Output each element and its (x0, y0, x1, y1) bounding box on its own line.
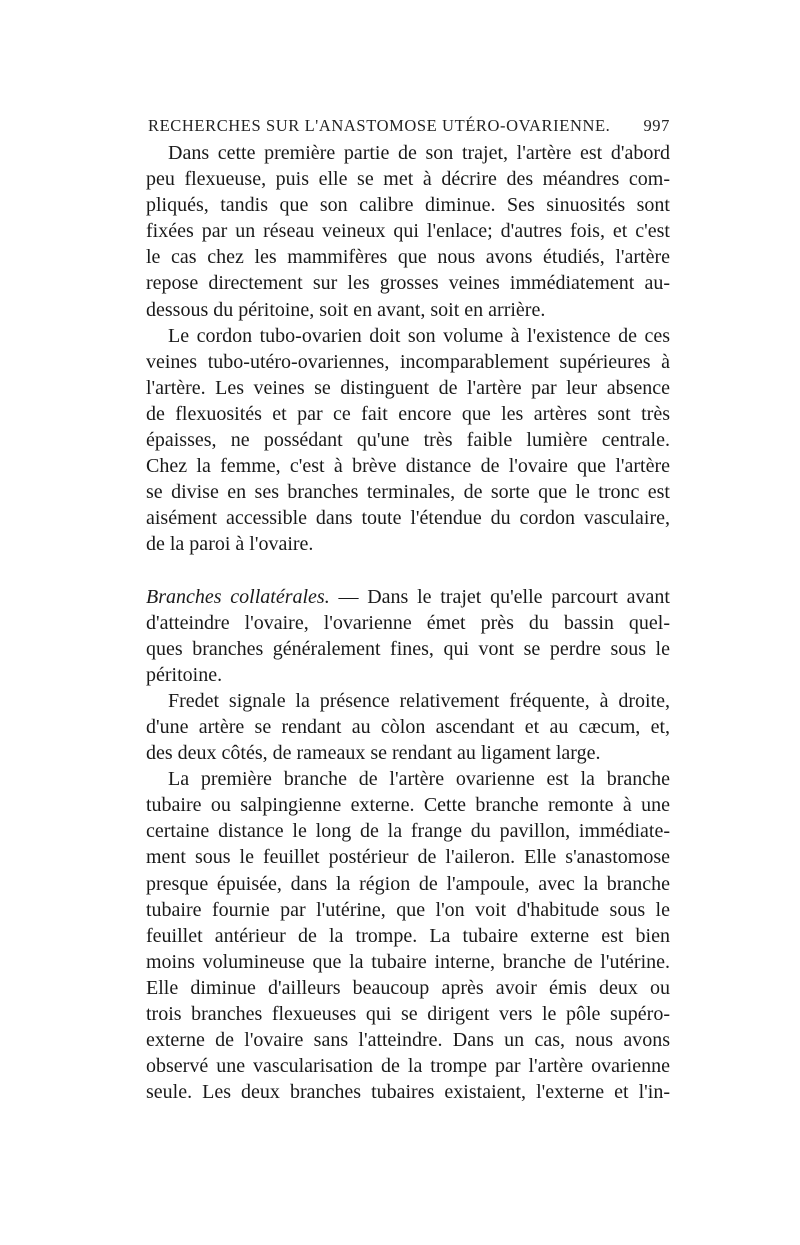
text-line: dessous du péritoine, soit en avant, soit en arrière. (146, 298, 546, 321)
text-line: péritoine. (146, 663, 223, 686)
text-line: Le cordon tubo-ovarien doit son volume à l'existence de ces (168, 324, 670, 347)
text-line: La première branche de l'artère ovarienne est la branche (168, 768, 670, 791)
text-line: tubaire ou salpingienne externe. Cette branche remonte à une (146, 794, 670, 817)
text-line: ques branches généralement fines, qui vont se perdre sous le (146, 637, 670, 660)
text-line: le cas chez les mammifères que nous avons étudiés, l'artère (146, 246, 670, 269)
text-line: veines tubo-utéro-ovariennes, incomparablement supérieures à (146, 350, 670, 373)
running-title: RECHERCHES SUR L'ANASTOMOSE UTÉRO-OVARIENNE. (148, 116, 611, 135)
text-line: certaine distance le long de la frange du pavillon, immédiate- (146, 820, 670, 843)
text-line: de flexuosités et par ce fait encore que les artères sont très (146, 402, 670, 425)
paragraph (146, 688, 670, 766)
paragraph (146, 584, 670, 688)
text-line: Fredet signale la présence relativement fréquente, à droite, (168, 689, 670, 712)
text-line: moins volumineuse que la tubaire interne, branche de l'utérine. (146, 950, 670, 973)
text-line: peu flexueuse, puis elle se met à décrire des méandres com- (146, 168, 670, 191)
text-line: d'atteindre l'ovaire, l'ovarienne émet près du bassin quel- (146, 611, 670, 634)
text-line: externe de l'ovaire sans l'atteindre. Dans un cas, nous avons (146, 1029, 670, 1052)
text-line: seule. Les deux branches tubaires existaient, l'externe et l'in- (146, 1081, 670, 1104)
text-line: des deux côtés, de rameaux se rendant au ligament large. (146, 742, 601, 765)
text-line: ment sous le feuillet postérieur de l'aileron. Elle s'anastomose (146, 846, 670, 869)
text-line: tubaire fournie par l'utérine, que l'on voit d'habitude sous le (146, 898, 670, 921)
text-line: d'une artère se rendant au còlon ascendant et au cæcum, et, (146, 715, 670, 738)
text-line: trois branches flexueuses qui se dirigent vers le pôle supéro- (146, 1003, 670, 1025)
book-page (146, 114, 670, 1105)
text-line: repose directement sur les grosses veines immédiatement au- (146, 272, 670, 295)
page-number: 997 (643, 116, 670, 135)
text-line: fixées par un réseau veineux qui l'enlace; d'autres fois, et c'est (146, 220, 670, 243)
text-line: aisément accessible dans toute l'étendue du cordon vasculaire, (146, 507, 670, 530)
text-line: feuillet antérieur de la trompe. La tubaire externe est bien (146, 924, 670, 947)
text-line: épaisses, ne possédant qu'une très faible lumière centrale. (146, 429, 670, 452)
text-run: — Dans le trajet qu'elle parcourt avant (329, 585, 670, 608)
text-line: Dans cette première partie de son trajet, l'artère est d'abord (168, 142, 670, 164)
paragraph (146, 323, 670, 558)
text-line: Elle diminue d'ailleurs beaucoup après avoir émis deux ou (146, 976, 670, 999)
section-gap (146, 558, 670, 584)
text-line: observé une vascularisation de la trompe par l'artère ovarienne (146, 1055, 670, 1078)
paragraph (146, 766, 670, 1105)
paragraph (146, 140, 670, 323)
text-line: Chez la femme, c'est à brève distance de l'ovaire que l'artère (146, 455, 670, 478)
text-line: presque épuisée, dans la région de l'ampoule, avec la branche (146, 872, 670, 895)
section-heading: Branches collatérales. (146, 585, 330, 608)
text-line: pliqués, tandis que son calibre diminue. Ses sinuosités sont (146, 194, 670, 217)
text-line: l'artère. Les veines se distinguent de l'artère par leur absence (146, 376, 670, 399)
text-line: de la paroi à l'ovaire. (146, 533, 314, 556)
text-line (146, 584, 670, 610)
text-line: se divise en ses branches terminales, de sorte que le tronc est (146, 481, 670, 504)
running-head (146, 114, 670, 140)
